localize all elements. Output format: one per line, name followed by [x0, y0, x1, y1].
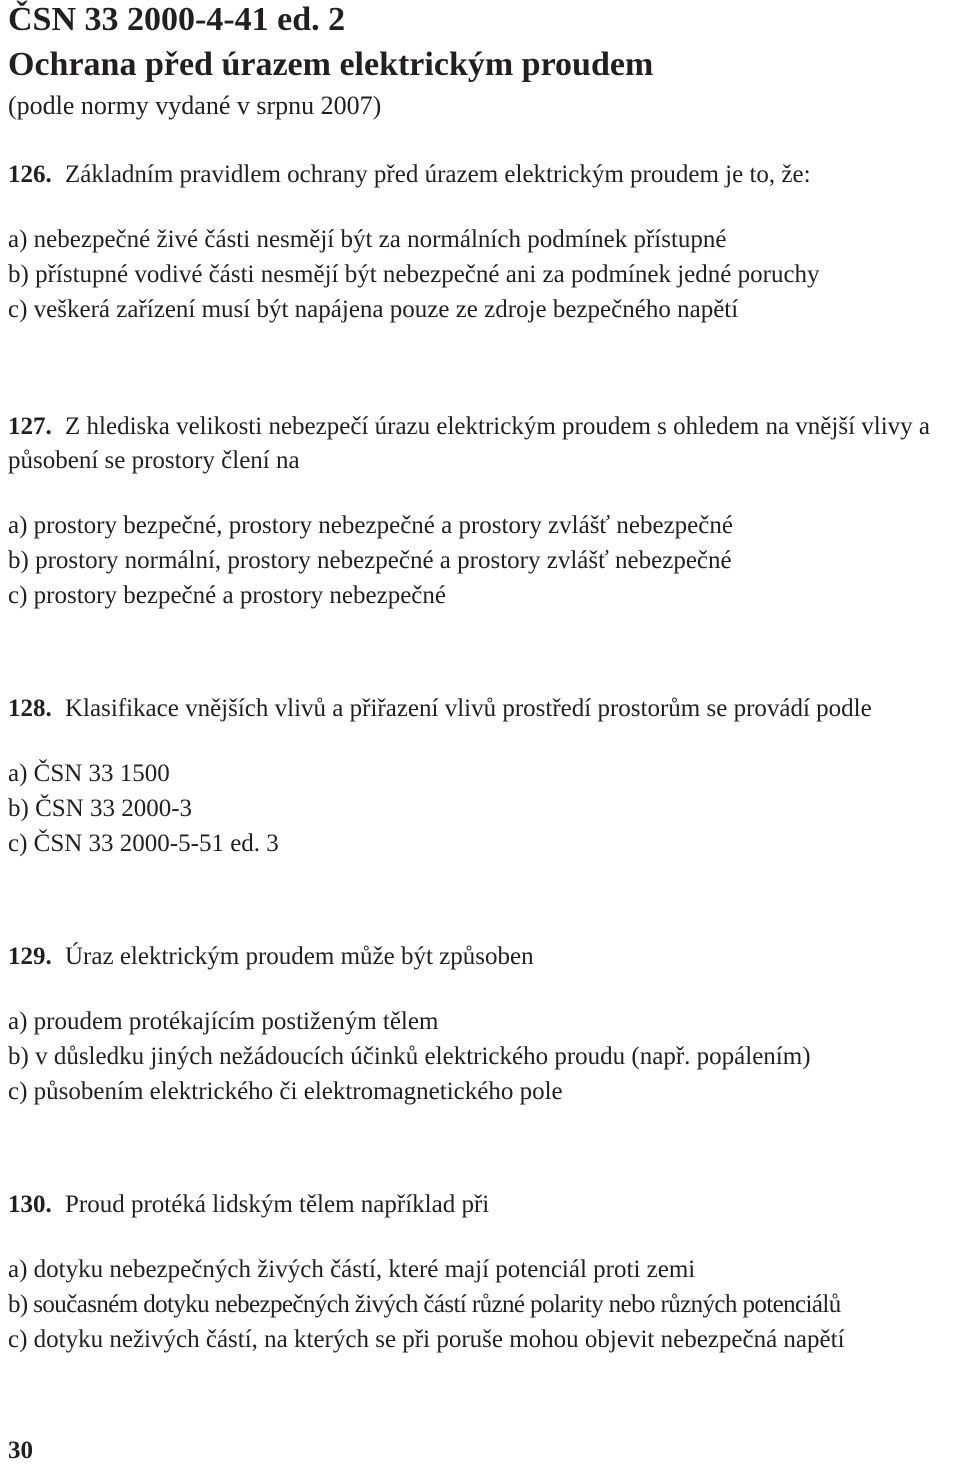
question-number: 127.: [8, 413, 52, 440]
answer-list: [8, 1252, 953, 1357]
answer-option-a: a) prostory bezpečné, prostory nebezpečné a prostory zvlášť nebezpečné: [8, 512, 733, 539]
answer-option-a: a) proudem protékajícím postiženým tělem: [8, 1008, 439, 1035]
question-number: 128.: [8, 695, 52, 722]
question-stem: [8, 158, 953, 192]
question-126: [8, 158, 953, 327]
answer-option-b: b) prostory normální, prostory nebezpečné a prostory zvlášť nebezpečné: [8, 547, 732, 574]
answer-option-b: b) ČSN 33 2000-3: [8, 795, 193, 822]
question-text: Klasifikace vnějších vlivů a přiřazení vlivů prostředí prostorům se provádí podle: [65, 695, 872, 722]
question-127: [8, 410, 953, 613]
answer-option-c: c) dotyku neživých částí, na kterých se při poruše mohou objevit nebezpečná napětí: [8, 1326, 845, 1353]
answer-list: [8, 508, 953, 613]
question-text: Z hlediska velikosti nebezpečí úrazu elektrickým proudem s ohledem na vnější vlivy a působení se prostory člení na: [8, 413, 931, 474]
question-number: 129.: [8, 943, 52, 970]
answer-option-b: b) přístupné vodivé části nesmějí být nebezpečné ani za podmínek jedné poruchy: [8, 261, 820, 288]
document-title-topic: Ochrana před úrazem elektrickým proudem: [8, 46, 654, 83]
answer-option-a: a) nebezpečné živé části nesmějí být za normálních podmínek přístupné: [8, 226, 727, 253]
question-128: [8, 692, 953, 861]
question-text: Proud protéká lidským tělem například při: [65, 1191, 490, 1218]
answer-option-a: a) ČSN 33 1500: [8, 760, 170, 787]
answer-option-c: c) veškerá zařízení musí být napájena pouze ze zdroje bezpečného napětí: [8, 296, 739, 323]
answer-option-c: c) působením elektrického či elektromagnetického pole: [8, 1078, 563, 1105]
answer-option-a: a) dotyku nebezpečných živých částí, které mají potenciál proti zemi: [8, 1256, 696, 1283]
document-subtitle: (podle normy vydané v srpnu 2007): [8, 91, 382, 120]
question-stem: [8, 940, 953, 974]
question-129: [8, 940, 953, 1109]
question-text: Úraz elektrickým proudem může být způsoben: [65, 943, 534, 970]
page-header: [8, 2, 653, 121]
question-text: Základním pravidlem ochrany před úrazem elektrickým proudem je to, že:: [65, 161, 811, 188]
answer-option-c: c) ČSN 33 2000-5-51 ed. 3: [8, 830, 279, 857]
page-number: 30: [8, 1437, 33, 1464]
answer-list: [8, 222, 953, 327]
answer-list: [8, 1004, 953, 1109]
answer-list: [8, 756, 953, 861]
answer-option-b: b) v důsledku jiných nežádoucích účinků elektrického proudu (např. popálením): [8, 1043, 811, 1070]
answer-option-b: b) současném dotyku nebezpečných živých částí různé polarity nebo různých potenciálů: [8, 1291, 841, 1318]
document-title-standard: ČSN 33 2000-4-41 ed. 2: [8, 1, 346, 38]
question-130: [8, 1188, 953, 1357]
answer-option-c: c) prostory bezpečné a prostory nebezpečné: [8, 582, 446, 609]
question-number: 126.: [8, 161, 52, 188]
question-stem: [8, 1188, 953, 1222]
question-stem: [8, 692, 953, 726]
question-stem: [8, 410, 953, 478]
question-number: 130.: [8, 1191, 52, 1218]
